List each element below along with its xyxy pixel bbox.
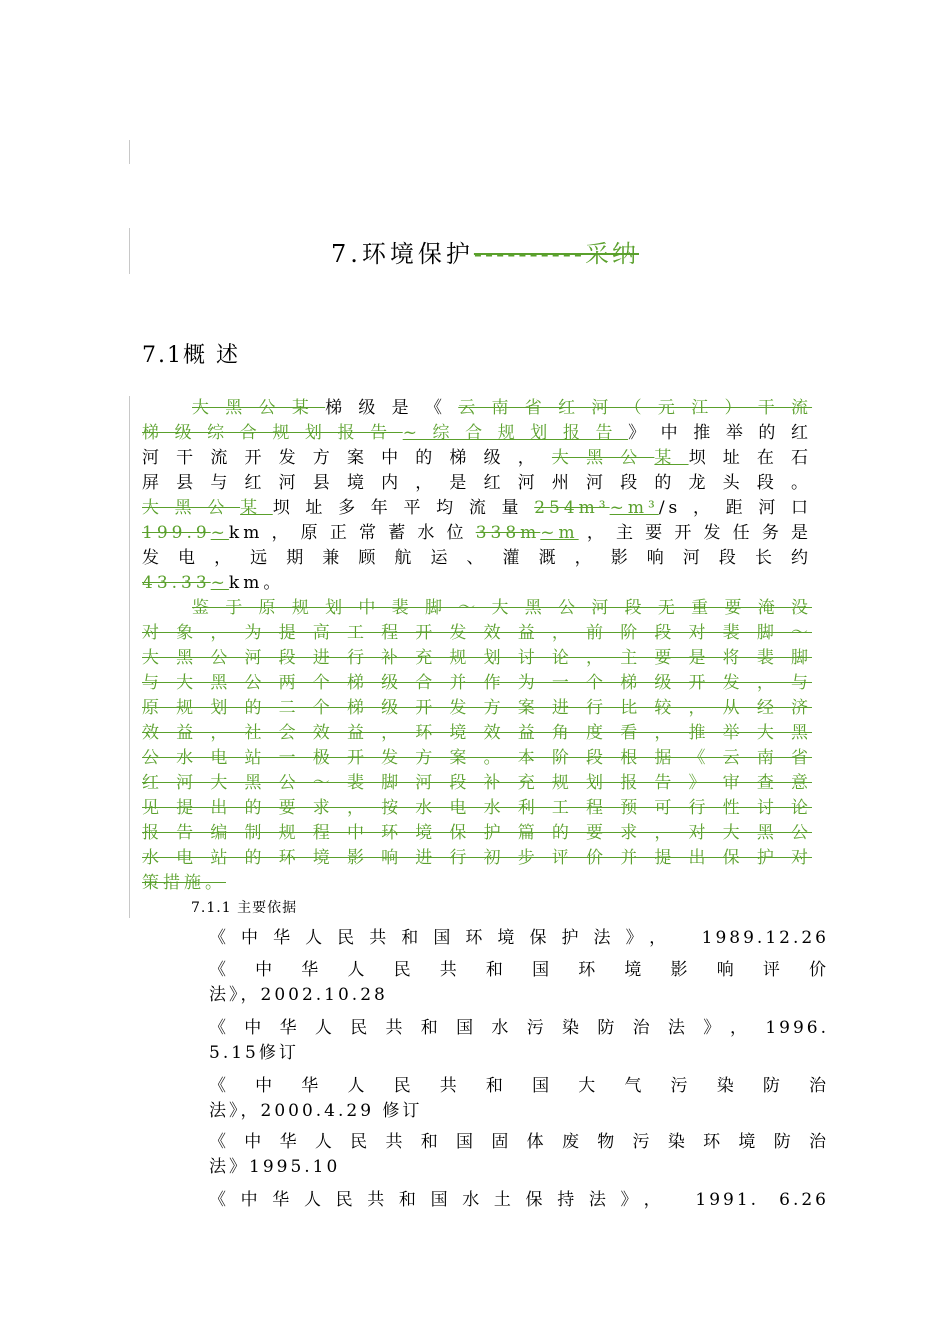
- inserted-text: 某: [240, 498, 273, 518]
- para-line: 与大黑公两个梯级合并作为一个梯级开发，与: [142, 673, 812, 693]
- para-line: 水电站的环境影响进行初步评价并提出保护对: [142, 848, 812, 868]
- chapter-title: [140, 234, 830, 269]
- deleted-text: 254m³: [534, 498, 610, 518]
- reference-title: 《中华人民共和国环境保护法》，: [209, 928, 682, 948]
- deleted-text: 199.9: [142, 523, 211, 543]
- subsection-heading: 7.1.1 主要依据: [191, 900, 298, 916]
- reference-line: 《中华人民共和国大气污染防治: [209, 1076, 829, 1096]
- para-line: 大黑公河段进行补充规划讨论，主要是将裴脚: [142, 648, 812, 668]
- para-line: 原规划的二个梯级开发方案进行比较，从经济: [142, 698, 812, 718]
- para-line: 屏县与红河县境内，是红河州河段的龙头段。: [142, 473, 812, 493]
- para-line: 对象，为提高工程开发效益，前阶段对裴脚～: [142, 623, 812, 643]
- deleted-text: 大黑公某: [192, 398, 326, 418]
- section-heading: 7.1概 述: [142, 343, 240, 368]
- para-line: 红河大黑公～裴脚河段补充规划报告》审查意: [142, 773, 812, 793]
- reference-line: 《中华人民共和国水污染防治法》，1996.: [209, 1018, 829, 1038]
- reference-line: 法》，2002.10.28: [209, 985, 388, 1005]
- text-run: 》中推举的红: [628, 423, 812, 443]
- text-run: 梯级是《: [325, 398, 459, 418]
- para-line: [142, 421, 812, 446]
- para-line: 效益，社会效益，环境效益角度看，推举大黑: [142, 723, 812, 743]
- title-inserted: 采纳: [585, 240, 639, 268]
- para-line: [142, 396, 812, 421]
- reference-item: [209, 1074, 829, 1124]
- text-run: 坝址多年平均流量: [272, 498, 535, 518]
- deleted-text: 云南省红河（元江）干流: [458, 398, 813, 418]
- reference-date: 1991. 6.26: [695, 1190, 829, 1210]
- text-run: km。: [228, 573, 285, 593]
- para-line: [142, 496, 812, 521]
- deleted-text: 梯级综合规划报告: [142, 423, 403, 443]
- inserted-text: 某: [654, 448, 689, 468]
- para-line: [142, 446, 812, 471]
- reference-date: 1989.12.26: [701, 928, 829, 948]
- reference-line: [209, 926, 829, 951]
- inserted-text: ~: [210, 523, 229, 543]
- para-line: 见提出的要求，按水电水利工程预可行性讨论: [142, 798, 812, 818]
- para-line: 公水电站一极开发方案。本阶段根据《云南省: [142, 748, 812, 768]
- reference-line: 5.15修订: [209, 1043, 299, 1063]
- reference-line: 法》，2000.4.29 修订: [209, 1101, 423, 1121]
- para-line: 策措施。: [142, 873, 226, 893]
- para-line: 鉴于原规划中裴脚～大黑公河段无重要淹没: [192, 598, 812, 618]
- reference-line: [209, 1188, 829, 1213]
- inserted-text: ~m³: [609, 498, 659, 518]
- change-bar: [129, 140, 130, 164]
- change-bar: [129, 228, 130, 274]
- text-run: ，主要开发任务是: [578, 523, 813, 543]
- reference-item: [209, 926, 829, 951]
- reference-item: [209, 1016, 829, 1066]
- inserted-text: ~: [210, 573, 229, 593]
- paragraph-deleted-background: [142, 596, 812, 896]
- change-bar: [129, 396, 130, 918]
- text-run: /s，距河口: [658, 498, 813, 518]
- reference-item: [209, 958, 829, 1008]
- deleted-text: 43.33: [142, 573, 211, 593]
- inserted-text: ~m: [540, 523, 579, 543]
- para-line: 报告编制规程中环境保护篇的要求，对大黑公: [142, 823, 812, 843]
- text-run: 坝址在石: [688, 448, 813, 468]
- inserted-text: ~综合规划报告: [402, 423, 629, 443]
- title-main: 7.环境保护: [331, 240, 474, 268]
- paragraph-overview: [142, 396, 812, 596]
- reference-item: [209, 1188, 829, 1213]
- para-line: 发电，远期兼顾航运、灌溉，影响河段长约: [142, 548, 812, 568]
- text-run: 河干流开发方案中的梯级，: [142, 448, 552, 468]
- para-line: [142, 521, 812, 546]
- reference-item: [209, 1130, 829, 1180]
- deleted-text: 大黑公: [551, 448, 655, 468]
- deleted-text: 大黑公: [142, 498, 241, 518]
- reference-line: 法》1995.10: [209, 1157, 341, 1177]
- para-line: [142, 571, 812, 596]
- reference-title: 《中华人民共和国水土保持法》，: [209, 1190, 676, 1210]
- title-deleted: ----------: [473, 240, 585, 268]
- text-run: km，原正常蓄水位: [228, 523, 476, 543]
- deleted-text: 338m: [475, 523, 541, 543]
- reference-line: 《中华人民共和国环境影响评价: [209, 960, 829, 980]
- reference-line: 《中华人民共和国固体废物污染环境防治: [209, 1132, 829, 1152]
